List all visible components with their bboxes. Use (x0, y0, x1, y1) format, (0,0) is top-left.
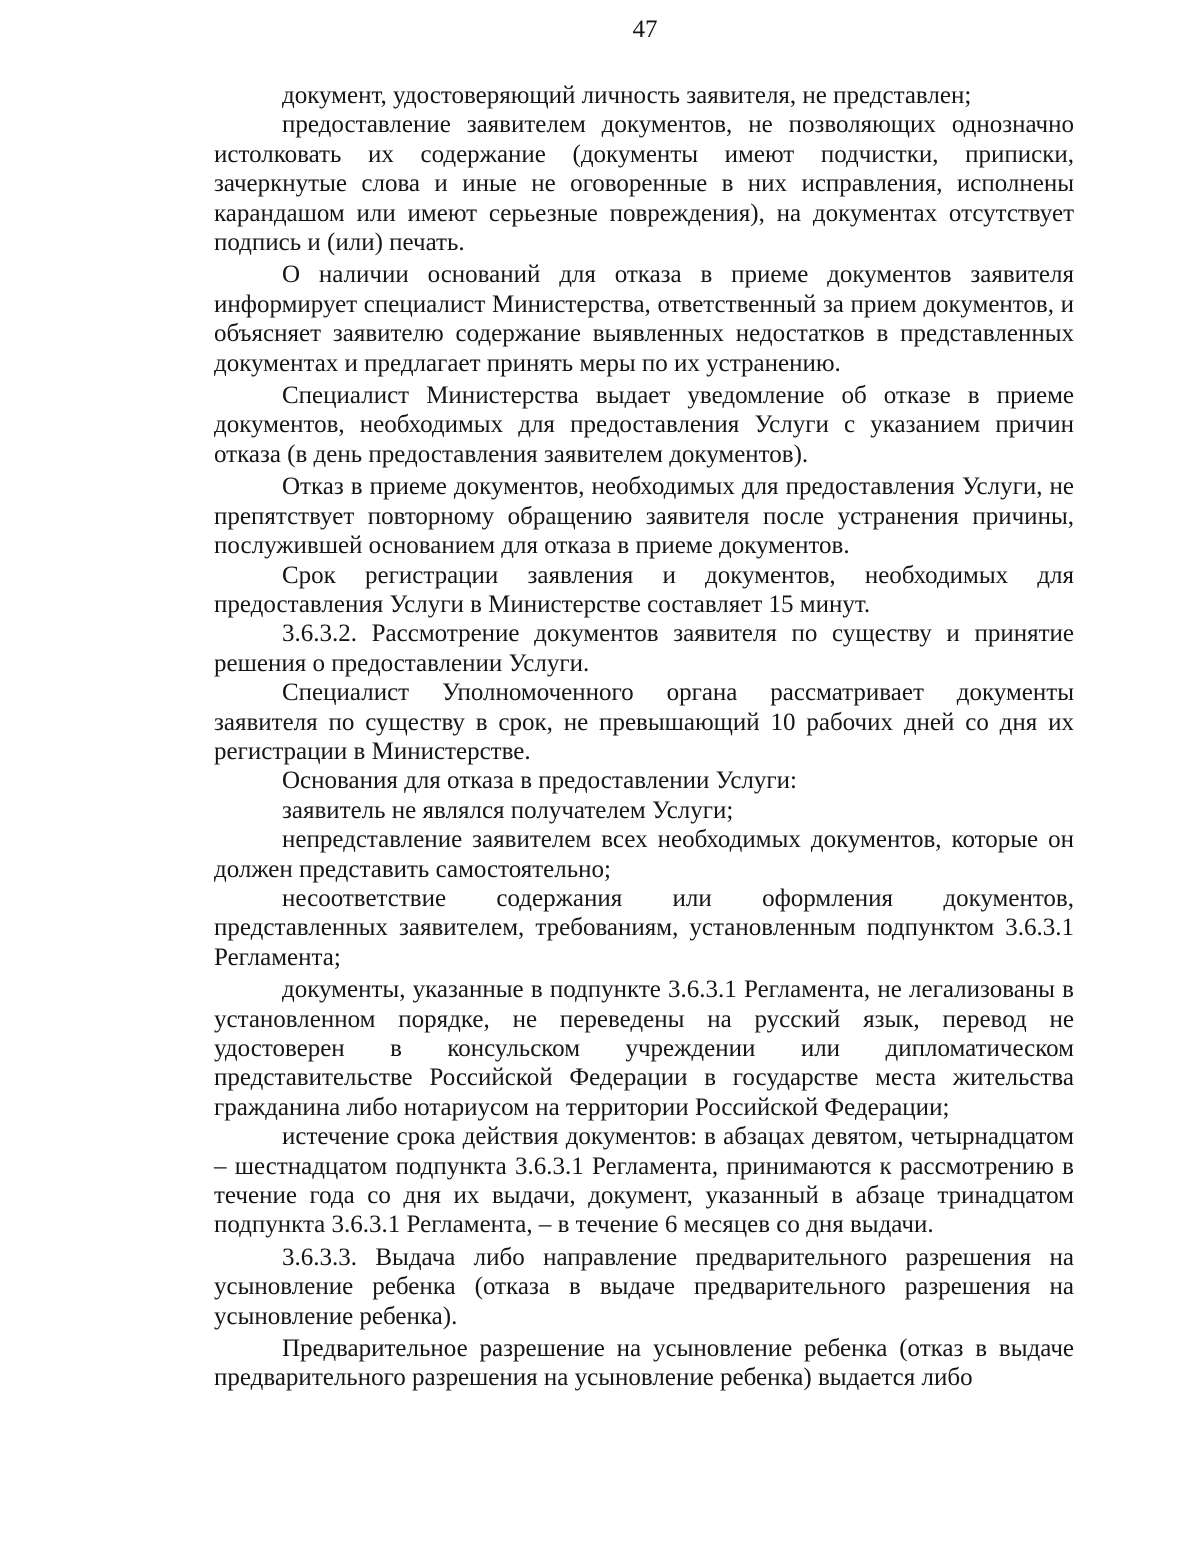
paragraph: истечение срока действия документов: в абзацах девятом, четырнадцатом – шестнадцатом подпункта 3.6.3.1 Регламента, принимаются к рассмотрению в течение года со дня их выдачи, документ, указанный в абзаце тринадцатом подпункта 3.6.3.1 Регламента, – в течение 6 месяцев со дня выдачи. (214, 1123, 1074, 1239)
paragraph: документы, указанные в подпункте 3.6.3.1 Регламента, не легализованы в установленном порядке, не переведены на русский язык, перевод не удостоверен в консульском учреждении или дипломатическом представительстве Российской Федерации в государстве места жительства гражданина либо нотариусом на территории Российской Федерации; (214, 976, 1074, 1121)
paragraph: непредставление заявителем всех необходимых документов, которые он должен представить самостоятельно; (214, 826, 1074, 883)
document-body (214, 81, 1074, 1393)
paragraph: Специалист Уполномоченного органа рассматривает документы заявителя по существу в срок, не превышающий 10 рабочих дней со дня их регистрации в Министерстве. (214, 679, 1074, 765)
paragraph: О наличии оснований для отказа в приеме документов заявителя информирует специалист Министерства, ответственный за прием документов, и объясняет заявителю содержание выявленных недостатков в представленных документах и предлагает принять меры по их устранению. (214, 261, 1074, 377)
paragraph: 3.6.3.2. Рассмотрение документов заявителя по существу и принятие решения о предоставлении Услуги. (214, 620, 1074, 677)
paragraph: предоставление заявителем документов, не позволяющих однозначно истолковать их содержание (документы имеют подчистки, приписки, зачеркнутые слова и иные не оговоренные в них исправления, исполнены карандашом или имеют серьезные повреждения), на документах отсутствует подпись и (или) печать. (214, 111, 1074, 257)
paragraph: Отказ в приеме документов, необходимых для предоставления Услуги, не препятствует повторному обращению заявителя после устранения причины, послужившей основанием для отказа в приеме документов. (214, 473, 1074, 560)
page-number: 47 (632, 16, 658, 43)
paragraph: 3.6.3.3. Выдача либо направление предварительного разрешения на усыновление ребенка (отказа в выдаче предварительного разрешения на усыновление ребенка). (214, 1243, 1074, 1330)
paragraph: заявитель не являлся получателем Услуги; (282, 796, 734, 824)
paragraph: Специалист Министерства выдает уведомление об отказе в приеме документов, необходимых для предоставления Услуги с указанием причин отказа (в день предоставления заявителем документов). (214, 382, 1074, 468)
paragraph: Предварительное разрешение на усыновление ребенка (отказ в выдаче предварительного разрешения на усыновление ребенка) выдается либо (214, 1335, 1074, 1392)
paragraph: документ, удостоверяющий личность заявителя, не представлен; (282, 82, 972, 109)
paragraph: Срок регистрации заявления и документов, необходимых для предоставления Услуги в Министерстве составляет 15 минут. (214, 561, 1074, 618)
paragraph: несоответствие содержания или оформления документов, представленных заявителем, требованиям, установленным подпунктом 3.6.3.1 Регламента; (214, 884, 1074, 971)
paragraph: Основания для отказа в предоставлении Услуги: (282, 767, 797, 795)
